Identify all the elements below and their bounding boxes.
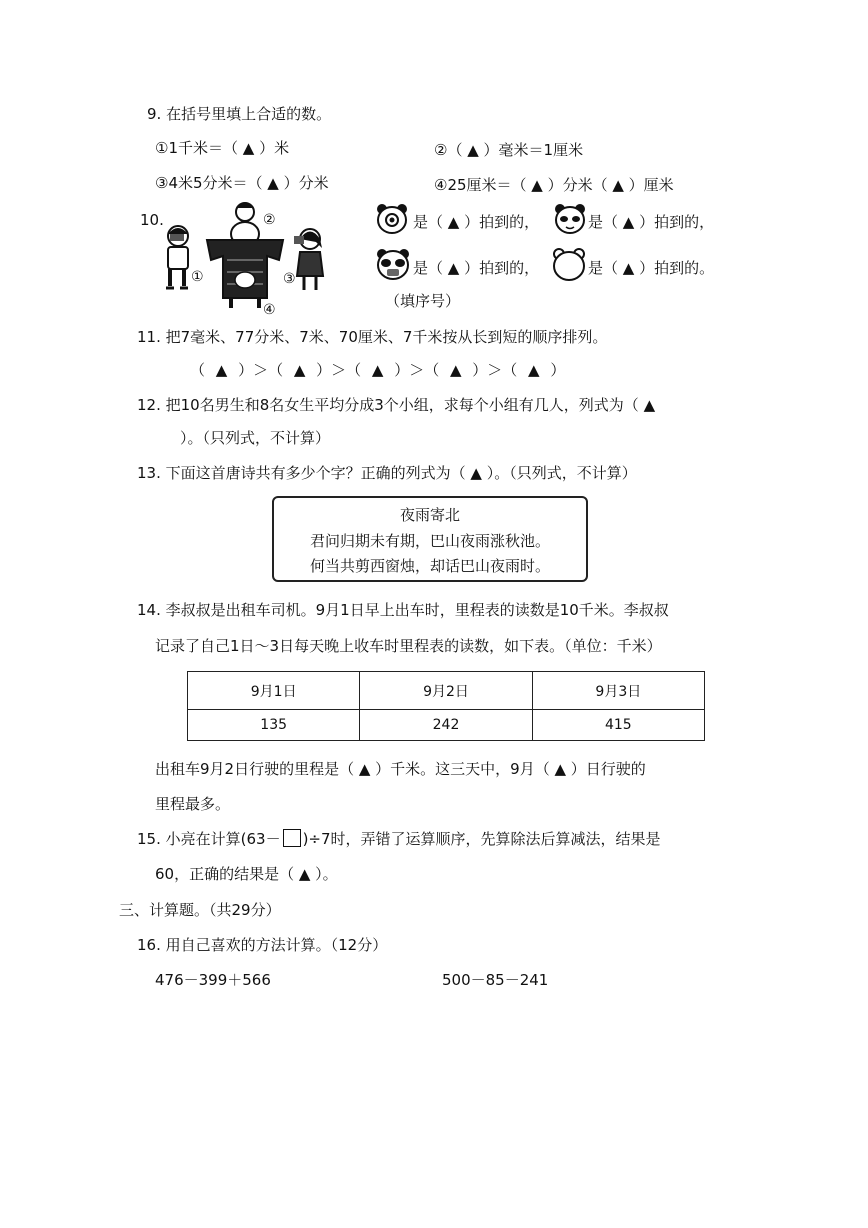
q9-item-3: ③4米5分米＝（ ▲ ）分米 xyxy=(155,174,329,192)
q10-line1a: 是（ ▲ ）拍到的， xyxy=(413,213,540,231)
poem-line-2: 何当共剪西窗烛，却话巴山夜雨时。 xyxy=(309,557,550,575)
poem-line-1: 君问归期未有期，巴山夜雨涨秋池。 xyxy=(309,532,550,550)
q15-line1-pre: 15. 小亮在计算(63－ xyxy=(137,830,281,848)
table-header-cell: 9月1日 xyxy=(188,672,360,710)
q13-title: 13. 下面这首唐诗共有多少个字？正确的列式为（ ▲ ）。（只列式，不计算） xyxy=(137,464,637,482)
q16-expr1: 476－399＋566 xyxy=(155,971,271,989)
panda-side-icon xyxy=(553,203,587,235)
q16-expr2: 500－85－241 xyxy=(442,971,549,989)
q10-label-2: ② xyxy=(263,212,276,228)
q9-title: 9. 在括号里填上合适的数。 xyxy=(147,105,332,123)
panda-front-icon xyxy=(375,203,409,235)
q11-title: 11. 把7毫米、77分米、7米、70厘米、7千米按从长到短的顺序排列。 xyxy=(137,328,608,346)
q16-title: 16. 用自己喜欢的方法计算。（12分） xyxy=(137,936,388,954)
q15-line1 xyxy=(137,829,661,849)
blank-box xyxy=(283,829,301,847)
q9-item-1: ①1千米＝（ ▲ ）米 xyxy=(155,139,290,157)
q14-line1: 14. 李叔叔是出租车司机。9月1日早上出车时，里程表的读数是10千米。李叔叔 xyxy=(137,601,669,619)
q10-label-1: ① xyxy=(191,269,204,285)
q15-line2: 60，正确的结果是（ ▲ ）。 xyxy=(155,865,338,883)
table-cell: 242 xyxy=(360,710,532,741)
q10-number: 10. xyxy=(140,211,164,229)
poem-title: 夜雨寄北 xyxy=(399,506,460,524)
q11-answer: （ ▲ ）＞（ ▲ ）＞（ ▲ ）＞（ ▲ ）＞（ ▲ ） xyxy=(190,361,566,379)
q10-line2b: 是（ ▲ ）拍到的。 xyxy=(588,259,715,277)
panda-back-icon xyxy=(551,247,587,283)
q9-item-2: ②（ ▲ ）毫米＝1厘米 xyxy=(434,141,584,159)
poem-box xyxy=(272,496,588,582)
table-row xyxy=(188,710,705,741)
q15-line1-post: )÷7时，弄错了运算顺序，先算除法后算减法，结果是 xyxy=(302,830,661,848)
q10-line2a: 是（ ▲ ）拍到的， xyxy=(413,259,540,277)
q10-label-4: ④ xyxy=(263,302,276,318)
table-header-cell: 9月2日 xyxy=(360,672,532,710)
table-cell: 415 xyxy=(532,710,704,741)
q14-answer1: 出租车9月2日行驶的里程是（ ▲ ）千米。这三天中，9月（ ▲ ）日行驶的 xyxy=(155,760,646,778)
q12-line2: ）。（只列式，不计算） xyxy=(180,429,331,447)
q14-answer2: 里程最多。 xyxy=(155,795,231,813)
table-header-cell: 9月3日 xyxy=(532,672,704,710)
section3-title: 三、计算题。（共29分） xyxy=(119,901,281,919)
q10-line1b: 是（ ▲ ）拍到的， xyxy=(588,213,715,231)
panda-camera-icon xyxy=(375,247,411,283)
mileage-table xyxy=(187,671,705,741)
table-header-row xyxy=(188,672,705,710)
table-cell: 135 xyxy=(188,710,360,741)
q14-line2: 记录了自己1日～3日每天晚上收车时里程表的读数，如下表。（单位：千米） xyxy=(155,637,662,655)
q10-note: （填序号） xyxy=(385,292,461,310)
q12-line1: 12. 把10名男生和8名女生平均分成3个小组，求每个小组有几人，列式为（ ▲ xyxy=(137,396,656,414)
q10-label-3: ③ xyxy=(283,271,296,287)
q9-item-4: ④25厘米＝（ ▲ ）分米（ ▲ ）厘米 xyxy=(434,176,674,194)
